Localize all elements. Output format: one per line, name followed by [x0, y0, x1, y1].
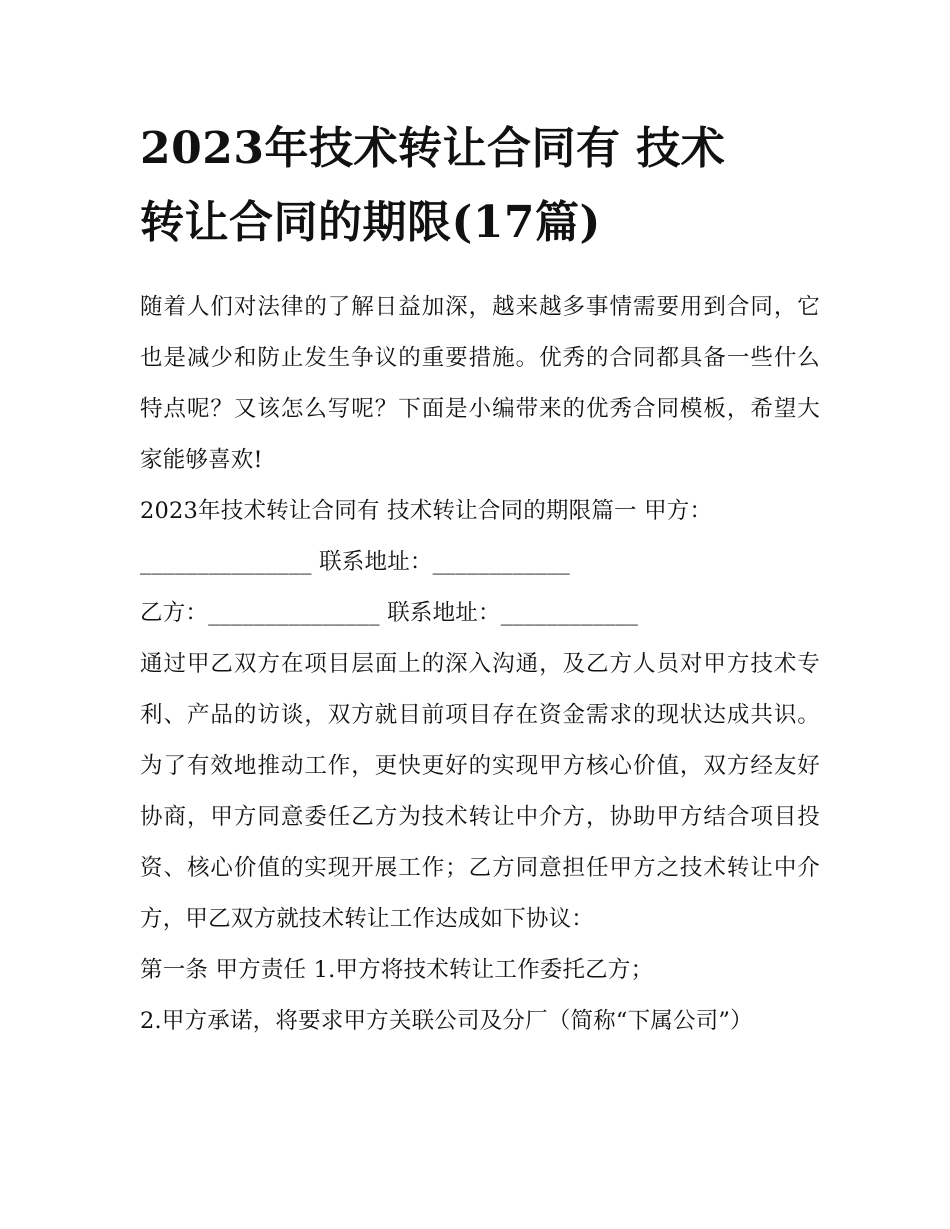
- party-a-address-line: _______________ 联系地址：____________: [140, 549, 571, 575]
- section-heading-part-one: 2023年技术转让合同有 技术转让合同的期限篇一 甲方：: [140, 498, 713, 524]
- document-title: [140, 112, 820, 260]
- title-line-2: 转让合同的期限(17篇): [140, 197, 601, 248]
- article-one-line: 第一条 甲方责任 1.甲方将技术转让工作委托乙方；: [140, 957, 654, 983]
- document-page: [140, 112, 820, 1047]
- title-line-1: 2023年技术转让合同有 技术: [140, 123, 726, 174]
- party-b-line: 乙方：_______________ 联系地址：____________: [140, 600, 639, 626]
- clause-two-line: 2.甲方承诺，将要求甲方关联公司及分厂（简称“下属公司”）: [140, 1008, 753, 1034]
- document-body: [140, 282, 820, 1047]
- agreement-paragraph: 通过甲乙双方在项目层面上的深入沟通，及乙方人员对甲方技术专利、产品的访谈，双方就目前项目存在资金需求的现状达成共识。为了有效地推动工作，更快更好的实现甲方核心价值，双方经友好协商，甲方同意委任乙方为技术转让中介方，协助甲方结合项目投资、核心价值的实现开展工作；乙方同意担任甲方之技术转让中介方，甲乙双方就技术转让工作达成如下协议：: [140, 651, 820, 932]
- intro-paragraph: 随着人们对法律的了解日益加深，越来越多事情需要用到合同，它也是减少和防止发生争议的重要措施。优秀的合同都具备一些什么特点呢？又该怎么写呢？下面是小编带来的优秀合同模板，希望大家能够喜欢!: [140, 294, 820, 473]
